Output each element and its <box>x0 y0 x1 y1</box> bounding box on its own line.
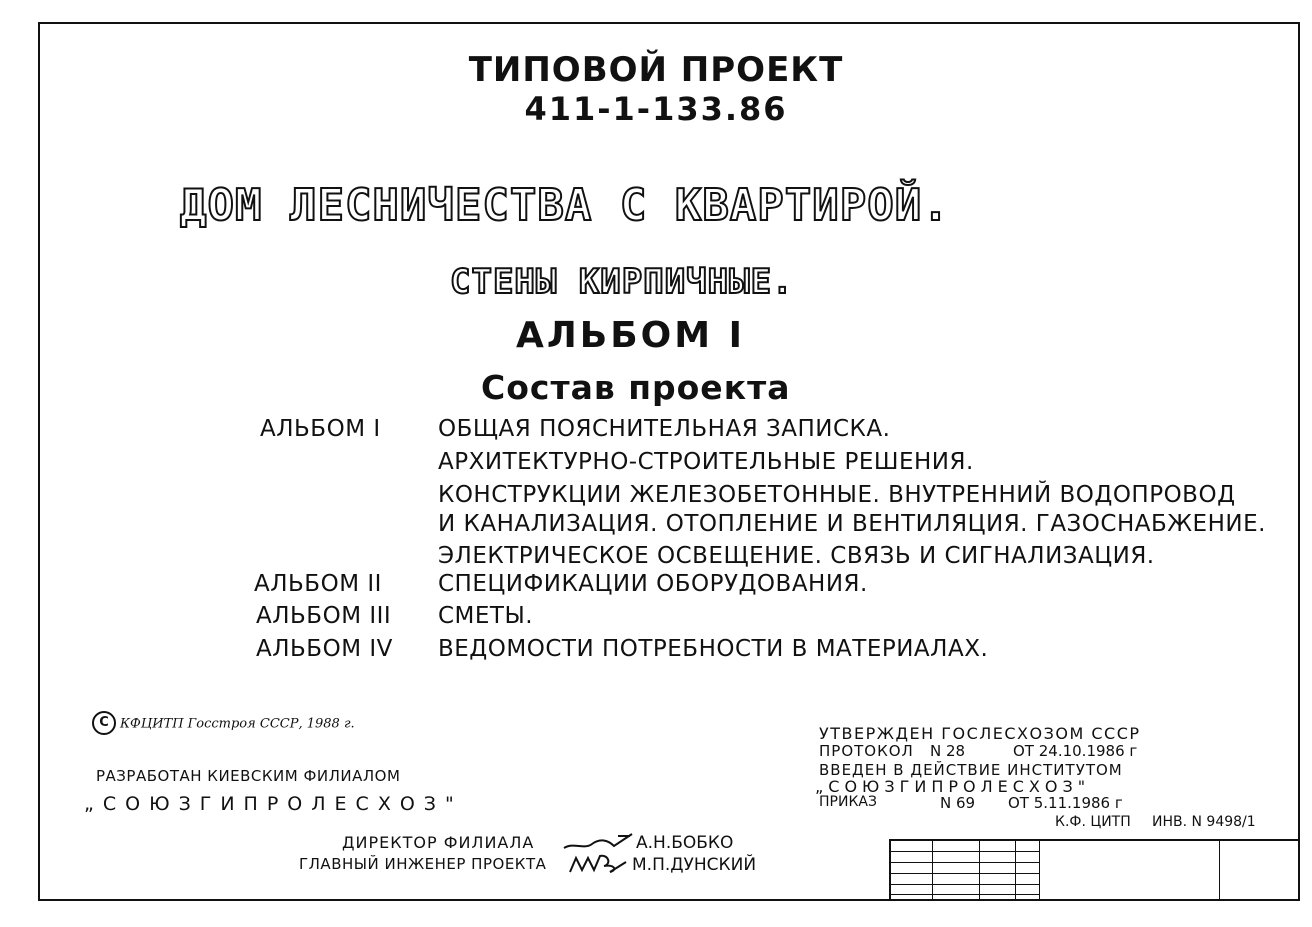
album-1-line-2: АРХИТЕКТУРНО-СТРОИТЕЛЬНЫЕ РЕШЕНИЯ. <box>438 449 974 475</box>
developer-line-2: „СОЮЗГИПРОЛЕСХОЗ" <box>84 793 463 815</box>
approval-protocol-label: ПРОТОКОЛ <box>819 742 914 760</box>
approval-order-number: N 69 <box>940 794 976 812</box>
album-label-4: АЛЬБОМ IV <box>256 636 393 662</box>
album-1-line-4: И КАНАЛИЗАЦИЯ. ОТОПЛЕНИЕ И ВЕНТИЛЯЦИЯ. ГАЗОСНАБЖЕНИЕ. <box>438 511 1266 537</box>
grid-line <box>891 862 1039 863</box>
signature-mark-1 <box>562 832 636 854</box>
grid-line <box>1039 841 1040 901</box>
title-block-grid <box>889 839 1300 901</box>
album-1-line-5: ЭЛЕКТРИЧЕСКОЕ ОСВЕЩЕНИЕ. СВЯЗЬ И СИГНАЛИЗАЦИЯ. <box>438 543 1155 569</box>
album-3-line-1: СМЕТЫ. <box>438 603 534 629</box>
album-label-1: АЛЬБОМ I <box>260 416 381 442</box>
copyright <box>92 711 355 735</box>
signature-mark-2 <box>568 852 628 876</box>
album-number: АЛЬБОМ I <box>516 315 745 356</box>
inventory-number: ИНВ. N 9498/1 <box>1152 814 1256 830</box>
composition-heading: Состав проекта <box>481 368 791 407</box>
signature-name-2: М.П.ДУНСКИЙ <box>632 855 757 875</box>
approval-order-date: ОТ 5.11.1986 г <box>1008 794 1123 812</box>
signature-name-1: А.Н.БОБКО <box>636 833 734 853</box>
approval-order-label: ПРИКАЗ <box>819 794 877 810</box>
approval-protocol-date: ОТ 24.10.1986 г <box>1013 742 1138 760</box>
developer-line-1: РАЗРАБОТАН КИЕВСКИМ ФИЛИАЛОМ <box>96 767 401 785</box>
grid-line <box>1219 841 1220 901</box>
approval-line-1: УТВЕРЖДЕН ГОСЛЕСХОЗОМ СССР <box>819 724 1141 743</box>
album-label-2: АЛЬБОМ II <box>254 571 382 597</box>
album-label-3: АЛЬБОМ III <box>256 603 392 629</box>
copyright-icon: C <box>92 711 116 735</box>
grid-line <box>891 884 1039 885</box>
album-2-line-1: СПЕЦИФИКАЦИИ ОБОРУДОВАНИЯ. <box>438 571 868 597</box>
signature-role-2: ГЛАВНЫЙ ИНЖЕНЕР ПРОЕКТА <box>299 855 547 873</box>
project-type: ТИПОВОЙ ПРОЕКТ <box>468 50 844 90</box>
album-1-line-3: КОНСТРУКЦИИ ЖЕЛЕЗОБЕТОННЫЕ. ВНУТРЕННИЙ ВОДОПРОВОД <box>438 482 1236 508</box>
grid-line <box>979 841 980 901</box>
grid-line <box>932 841 933 901</box>
approval-line-4: „СОЮЗГИПРОЛЕСХОЗ" <box>815 777 1091 796</box>
approval-line-3: ВВЕДЕН В ДЕЙСТВИЕ ИНСТИТУТОМ <box>819 761 1123 779</box>
album-1-line-1: ОБЩАЯ ПОЯСНИТЕЛЬНАЯ ЗАПИСКА. <box>438 416 891 442</box>
signature-role-1: ДИРЕКТОР ФИЛИАЛА <box>342 833 535 852</box>
document-title: ДОМ ЛЕСНИЧЕСТВА С КВАРТИРОЙ. <box>180 180 950 231</box>
album-4-line-1: ВЕДОМОСТИ ПОТРЕБНОСТИ В МАТЕРИАЛАХ. <box>438 636 989 662</box>
project-number: 411-1-133.86 <box>524 90 788 128</box>
document-subtitle: СТЕНЫ КИРПИЧНЫЕ. <box>450 262 794 302</box>
approval-protocol-number: N 28 <box>930 742 966 760</box>
grid-line <box>891 873 1039 874</box>
grid-line <box>891 894 1039 895</box>
copyright-text: КФЦИТП Госстроя СССР, 1988 г. <box>120 716 355 732</box>
inventory-org: К.Ф. ЦИТП <box>1055 814 1131 830</box>
grid-line <box>891 851 1039 852</box>
grid-line <box>1015 841 1016 901</box>
